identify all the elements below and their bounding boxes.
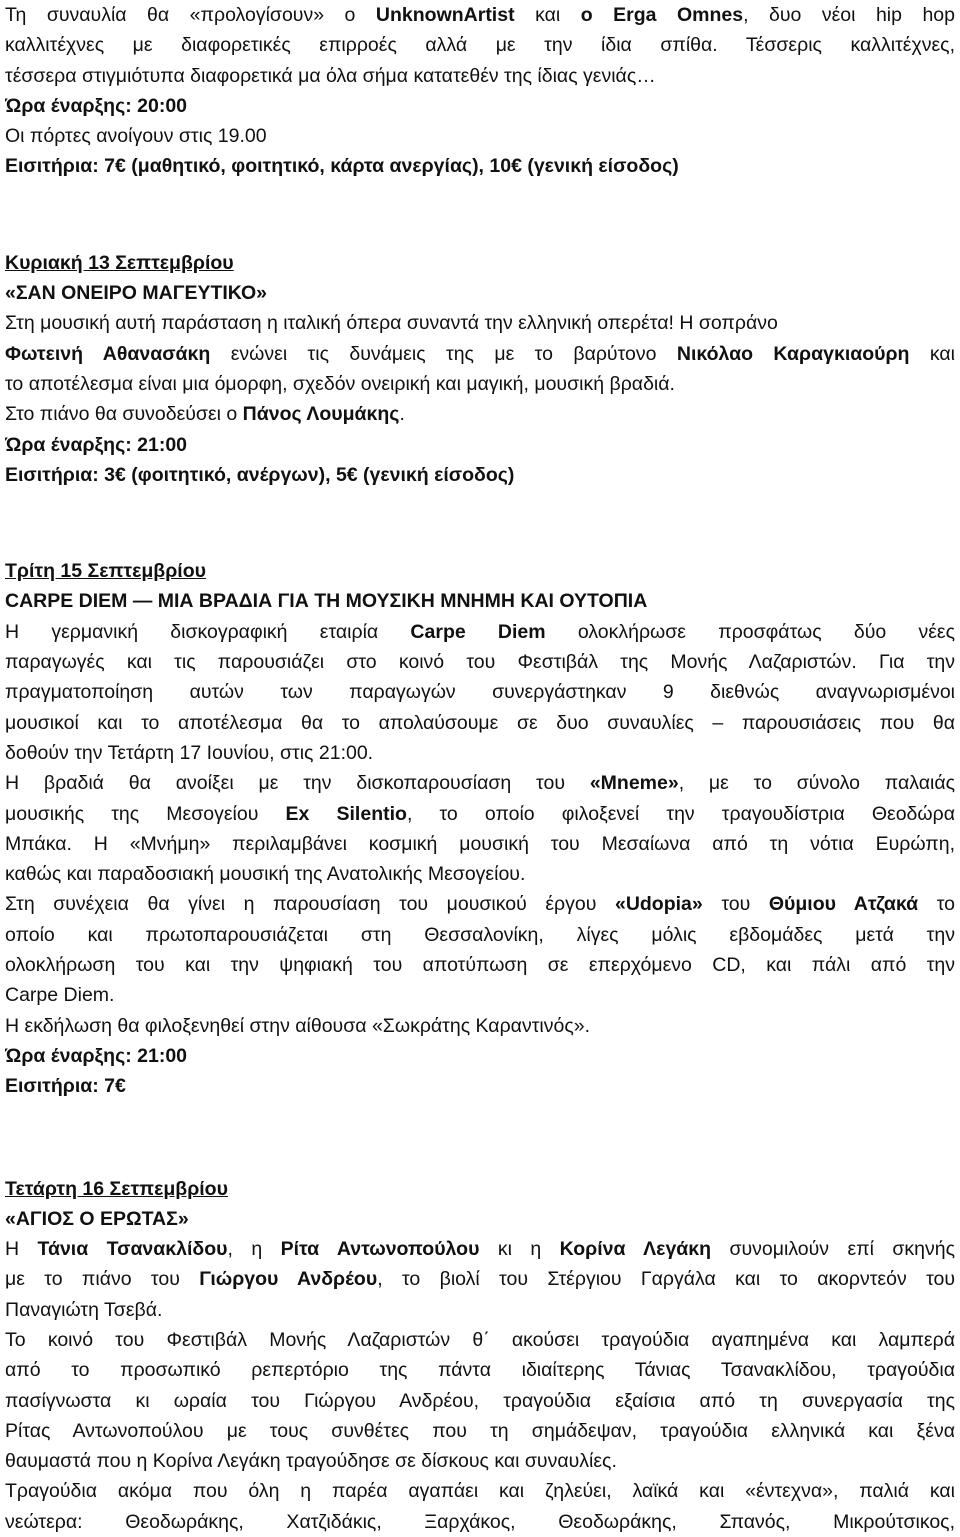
- doors-time: Οι πόρτες ανοίγουν στις 19.00: [5, 125, 267, 148]
- album-name: «Mneme»: [589, 772, 679, 795]
- performer-name: Φωτεινή Αθανασάκη: [5, 342, 211, 365]
- event-description-line: Ρίτας Αντωνοπούλου με τους συνθέτες που τη σημάδεψαν, τραγούδια ελληνικά και ξένα: [5, 1419, 955, 1442]
- text: μουσικής της Μεσογείου: [5, 802, 286, 825]
- text: του: [702, 893, 769, 916]
- start-time: Ώρα έναρξης: 20:00: [5, 94, 188, 117]
- text: , με το σύνολο παλαιάς: [678, 772, 955, 795]
- document-page: [5, 0, 955, 1537]
- ticket-prices: Εισιτήρια: 3€ (φοιτητικό, ανέργων), 5€ (γενική είσοδος): [5, 463, 515, 486]
- text: Στο πιάνο θα συνοδεύσει ο: [5, 403, 243, 426]
- text: , το οποίο φιλοξενεί την τραγουδίστρια Θεοδώρα: [406, 802, 955, 825]
- event-description-line: το αποτέλεσμα είναι μια όμορφη, σχεδόν ονειρική και μαγική, μουσική βραδιά.: [5, 372, 675, 395]
- text: , η: [227, 1238, 281, 1261]
- text: Τη συναυλία θα «προλογίσουν» ο: [5, 4, 376, 26]
- event-title: CARPE DIEM — ΜΙΑ ΒΡΑΔΙΑ ΓΙΑ ΤΗ ΜΟΥΣΙΚΗ ΜΝΗΜΗ ΚΑΙ ΟΥΤΟΠΙΑ: [5, 590, 648, 613]
- start-time: Ώρα έναρξης: 21:00: [5, 1044, 188, 1067]
- performer-name: Νικόλαο Καραγκιαούρη: [676, 342, 910, 365]
- event-description-line: ολοκλήρωση του και την ψηφιακή του αποτύπωση σε επερχόμενο CD, και πάλι από την: [5, 954, 955, 977]
- event-description-line: Μπάκα. Η «Μνήμη» περιλαμβάνει κοσμική μουσική του Μεσαίωνα από τη νότια Ευρώπη,: [5, 832, 955, 855]
- label-name: Carpe Diem: [410, 620, 546, 643]
- event-description-line: πασίγνωστα κι ωραία του Γιώργου Ανδρέου, τραγούδια εξαίσια από τη συνεργασία της: [5, 1389, 955, 1412]
- event-description-line: Τραγούδια ακόμα που όλη η παρέα αγαπάει και ζηλεύει, λαϊκά και «έντεχνα», παλιά και: [5, 1480, 955, 1503]
- text: Η γερμανική δισκογραφική εταιρία: [5, 620, 411, 643]
- event-description-line: [5, 399, 955, 429]
- intro-line: [5, 0, 955, 30]
- text: Η: [5, 1238, 38, 1261]
- event-description-line: οποίο και πρωτοπαρουσιάζεται στη Θεσσαλονίκη, λίγες μόλις εβδομάδες μετά την: [5, 923, 955, 946]
- event-section: [5, 248, 955, 490]
- event-date: Τετάρτη 16 Σετπεμβρίου: [5, 1177, 228, 1200]
- text: , δυο νέοι hip hop: [743, 4, 955, 26]
- text: κι η: [479, 1238, 560, 1261]
- start-time: Ώρα έναρξης: 21:00: [5, 433, 188, 456]
- event-description-line: Η εκδήλωση θα φιλοξενηθεί στην αίθουσα «Σωκράτης Καραντινός».: [5, 1014, 590, 1037]
- event-description-line: [5, 768, 955, 798]
- performer-name: Κορίνα Λεγάκη: [559, 1238, 712, 1261]
- event-date: Τρίτη 15 Σεπτεμβρίου: [5, 560, 206, 583]
- event-description-line: Carpe Diem.: [5, 984, 115, 1007]
- text: Στη συνέχεια θα γίνει η παρουσίαση του μουσικού έργου: [5, 893, 615, 916]
- intro-line: τέσσερα στιγμιότυπα διαφορετικά μα όλα σήμα κατατεθέν της ίδιας γενιάς…: [5, 64, 656, 87]
- event-description-line: καθώς και παραδοσιακή μουσική της Ανατολικής Μεσογείου.: [5, 863, 526, 886]
- text: και: [909, 342, 955, 365]
- performer-name: Ρίτα Αντωνοπούλου: [280, 1238, 480, 1261]
- event-description-line: από το προσωπικό ρεπερτόριο της πάντα ιδιαίτερης Τάνιας Τσανακλίδου, τραγούδια: [5, 1359, 955, 1382]
- ticket-prices: Εισιτήρια: 7€ (μαθητικό, φοιτητικό, κάρτα ανεργίας), 10€ (γενική είσοδος): [5, 155, 679, 178]
- composer-name: Θύμιου Ατζακά: [768, 893, 919, 916]
- text: και: [514, 4, 581, 26]
- event-description-line: δοθούν την Τετάρτη 17 Ιουνίου, στις 21:00.: [5, 741, 374, 764]
- event-description-line: [5, 889, 955, 919]
- event-description-line: Το κοινό του Φεστιβάλ Μονής Λαζαριστών θ΄ ακούσει τραγούδια αγαπημένα και λαμπερά: [5, 1328, 955, 1351]
- text: με το πιάνο του: [5, 1268, 200, 1291]
- event-description-line: νεώτερα: Θεοδωράκης, Χατζιδάκις, Ξαρχάκος, Θεοδωράκης, Σπανός, Μικρούτσικος,: [5, 1510, 955, 1533]
- event-title: «ΣΑΝ ΟΝΕΙΡΟ ΜΑΓΕΥΤΙΚΟ»: [5, 282, 267, 305]
- event-description-line: [5, 339, 955, 369]
- text: Η βραδιά θα ανοίξει με την δισκοπαρουσίαση του: [5, 772, 590, 795]
- performer-name: Πάνος Λουμάκης: [242, 403, 400, 426]
- event-description-line: Παναγιώτη Τσεβά.: [5, 1298, 163, 1321]
- event-description-line: [5, 1234, 955, 1264]
- event-section: [5, 556, 955, 1101]
- performer-name: Γιώργου Ανδρέου: [199, 1268, 378, 1291]
- event-description-line: μουσικοί και το αποτέλεσμα θα το απολαύσουμε σε δυο συναυλίες – παρουσιάσεις που θα: [5, 711, 955, 734]
- text: .: [399, 403, 405, 426]
- text: συνομιλούν επί σκηνής: [711, 1238, 955, 1261]
- artist-name: UnknownArtist: [375, 4, 515, 26]
- intro-line: καλλιτέχνες με διαφορετικές επιρροές αλλά με την ίδια σπίθα. Τέσσερις καλλιτέχνες,: [5, 34, 955, 57]
- performer-name: Τάνια Τσανακλίδου: [37, 1238, 228, 1261]
- event-description-line: παραγωγές και τις παρουσιάζει στο κοινό του Φεστιβάλ της Μονής Λαζαριστών. Για την: [5, 651, 955, 674]
- intro-section: [5, 0, 955, 182]
- event-description-line: θαυμαστά που η Κορίνα Λεγάκη τραγούδησε σε δίσκους και συναυλίες.: [5, 1450, 617, 1473]
- event-date: Κυριακή 13 Σεπτεμβρίου: [5, 251, 234, 274]
- ensemble-name: Ex Silentio: [285, 802, 407, 825]
- event-description-line: [5, 617, 955, 647]
- text: ενώνει τις δυνάμεις της με το βαρύτονο: [210, 342, 677, 365]
- text: ολοκλήρωσε προσφάτως δύο νέες: [545, 620, 955, 643]
- event-description-line: Στη μουσική αυτή παράσταση η ιταλική όπερα συναντά την ελληνική οπερέτα! Η σοπράνο: [5, 312, 778, 335]
- event-description-line: [5, 799, 955, 829]
- event-description-line: πραγματοποίηση αυτών των παραγωγών συνεργάστηκαν 9 διεθνώς αναγνωρισμένοι: [5, 681, 955, 704]
- work-name: «Udopia»: [614, 893, 703, 916]
- ticket-prices: Εισιτήρια: 7€: [5, 1075, 126, 1098]
- event-description-line: [5, 1264, 955, 1294]
- text: , το βιολί του Στέργιου Γαργάλα και το ακορντεόν του: [377, 1268, 955, 1291]
- event-section: [5, 1174, 955, 1537]
- artist-name: ο Erga Omnes: [580, 4, 744, 26]
- text: το: [918, 893, 955, 916]
- event-title: «ΑΓΙΟΣ Ο ΕΡΩΤΑΣ»: [5, 1207, 189, 1230]
